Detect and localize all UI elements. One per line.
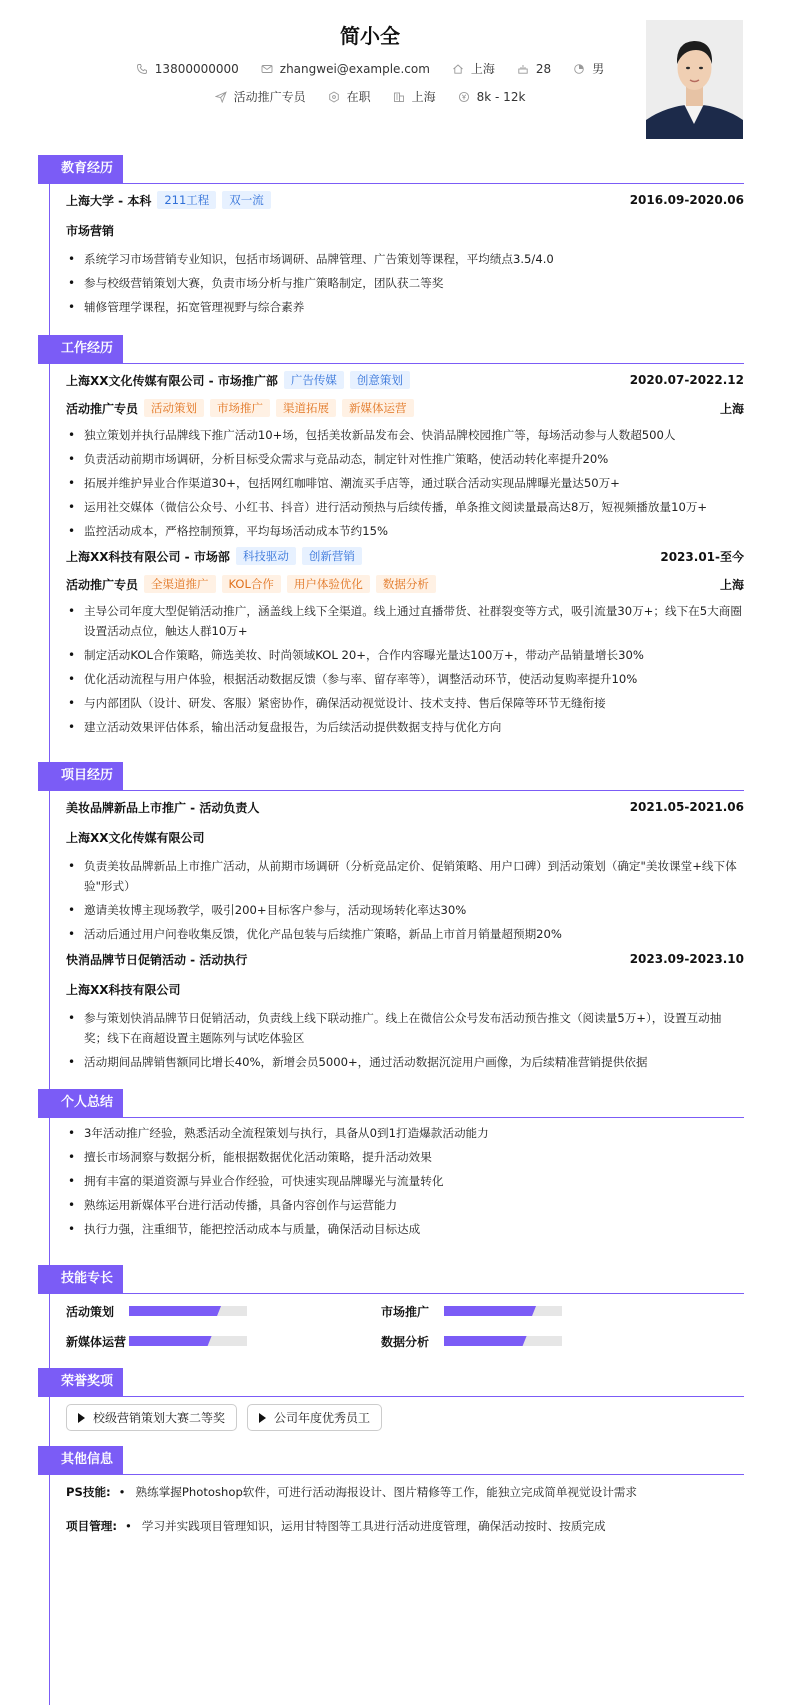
work-city-text: 上海 [411,90,436,104]
candidate-name: 简小全 [340,24,400,48]
company-tag: 广告传媒 [284,371,344,389]
project-bullets [66,1008,744,1072]
other-label: PS技能: [66,1485,111,1499]
job-intent-row [0,88,740,105]
other-header [38,1446,744,1476]
skills-section [38,1265,744,1351]
play-triangle-icon [78,1413,85,1423]
job-date: 2020.07-2022.12 [629,373,744,387]
company-tag: 科技驱动 [236,547,296,565]
list-item: • 负责活动前期市场调研，分析目标受众需求与竞品动态，制定针对性推广策略，使活动转化率提升20% [66,449,744,469]
list-item: • 拓展并维护异业合作渠道30+，包括网红咖啡馆、潮流买手店等，通过联合活动实现品牌曝光量达50万+ [66,473,744,493]
salary-text: 8k - 12k [476,89,526,104]
gender-item [573,60,604,77]
projects-header [38,762,744,792]
project-org: 上海XX文化传媒有限公司 [66,830,205,845]
skill-label: 新媒体运营 [66,1334,127,1349]
list-item: • 活动期间品牌销售额同比增长40%，新增会员5000+，通过活动数据沉淀用户画像，为后续精准营销提供依据 [66,1052,744,1072]
skills-grid [66,1295,744,1351]
section-divider [38,790,744,791]
cake-icon [517,63,529,75]
skill-label: 市场推广 [381,1304,430,1319]
section-divider [38,1293,744,1294]
skill-item [66,1301,381,1321]
list-item: • 优化活动流程与用户体验，根据活动数据反馈（参与率、留存率等），调整活动环节，使活动复购率提升10% [66,669,744,689]
project-row [66,796,744,818]
skill-label: 数据分析 [381,1334,430,1349]
list-item: • 参与策划快消品牌节日促销活动，负责线上线下联动推广。线上在微信公众号发布活动预告推文（阅读量5万+），设置互动抽奖；线下在商超设置主题陈列与试吃体验区 [66,1008,744,1048]
list-item: • 参与校级营销策划大赛，负责市场分析与推广策略制定，团队获二等奖 [66,273,744,293]
list-item: • 主导公司年度大型促销活动推广，涵盖线上线下全渠道。线上通过直播带货、社群裂变等方式，吸引流量30万+；线下在5大商圈设置活动点位，触达人群10万+ [66,601,744,641]
list-item: • 邀请美妆博主现场教学，吸引200+目标客户参与，活动现场转化率达30% [66,900,744,920]
section-divider [38,363,744,364]
role-tag: 用户体验优化 [287,575,370,593]
list-item: • 擅长市场洞察与数据分析，能根据数据优化活动策略，提升活动效果 [66,1147,744,1167]
school-name: 上海大学 - 本科 [66,193,152,208]
school-tag: 211工程 [157,191,216,209]
work-header [38,335,744,365]
status-item [328,88,371,105]
job-role-row [66,397,744,419]
other-section [38,1446,744,1536]
summary-header [38,1089,744,1119]
school-tag: 双一流 [222,191,271,209]
project-date: 2021.05-2021.06 [629,800,744,814]
other-item [66,1516,744,1536]
education-section [38,155,744,321]
major-name: 市场营销 [66,223,115,238]
bullet-dot: • [125,1519,132,1533]
list-item: • 制定活动KOL合作策略，筛选美妆、时尚领域KOL 20+，合作内容曝光量达100万+，带动产品销量增长30% [66,645,744,665]
job-role-row [66,573,744,595]
section-divider [38,1396,744,1397]
send-icon [215,91,227,103]
summary-bullets [66,1123,744,1239]
role-tag: 市场推广 [210,399,270,417]
email-text: zhangwei@example.com [279,61,430,76]
skill-fill [129,1336,212,1346]
phone-item [136,60,239,77]
list-item: • 3年活动推广经验，熟悉活动全流程策划与执行，具备从0到1打造爆款活动能力 [66,1123,744,1143]
city-item [452,60,495,77]
other-item [66,1482,744,1502]
role-tag: 新媒体运营 [342,399,414,417]
skills-header [38,1265,744,1295]
role-tag: 渠道拓展 [276,399,336,417]
education-header [38,155,744,185]
job-date: 2023.01-至今 [660,549,744,564]
profile-photo [646,20,743,139]
skill-item [381,1331,696,1351]
role-tag: KOL合作 [222,575,281,593]
education-bullets [66,249,744,317]
list-item: • 活动后通过用户问卷收集反馈，优化产品包装与后续推广策略，新品上市首月销量超预期20% [66,924,744,944]
company-name: 上海XX科技有限公司 - 市场部 [66,549,230,564]
skill-bar [129,1336,247,1346]
project-date: 2023.09-2023.10 [629,952,744,966]
skill-fill [129,1306,221,1316]
job-location: 上海 [719,401,744,416]
list-item: • 辅修管理学课程，拓宽管理视野与综合素养 [66,297,744,317]
phone-icon [136,63,148,75]
status-icon [328,91,340,103]
honors-section [38,1368,744,1431]
company-tag: 创新营销 [302,547,362,565]
role-tag: 活动策划 [144,399,204,417]
position-item [215,88,306,105]
bullet-dot: • [118,1485,126,1499]
honor-text: 公司年度优秀员工 [274,1411,371,1425]
section-divider [38,183,744,184]
education-date: 2016.09-2020.06 [629,193,744,207]
status-text: 在职 [346,90,371,104]
list-item: • 与内部团队（设计、研发、客服）紧密协作，确保活动视觉设计、技术支持、售后保障等环节无缝衔接 [66,693,744,713]
project-org: 上海XX科技有限公司 [66,982,181,997]
job-bullets [66,425,744,541]
role-tag: 全渠道推广 [144,575,216,593]
email-item [261,60,430,77]
skills-title: 技能专长 [38,1265,123,1293]
list-item: • 负责美妆品牌新品上市推广活动，从前期市场调研（分析竞品定价、促销策略、用户口碑）到活动策划（确定"美妆课堂+线下体验"形式） [66,856,744,896]
project-row [66,948,744,970]
list-item: • 拥有丰富的渠道资源与异业合作经验，可快速实现品牌曝光与流量转化 [66,1171,744,1191]
contact-row [0,60,740,77]
project-org-row [66,978,744,1000]
mail-icon [261,63,273,75]
list-item: • 熟练运用新媒体平台进行活动传播，具备内容创作与运营能力 [66,1195,744,1215]
list-item: • 独立策划并执行品牌线下推广活动10+场，包括美妆新品发布会、快消品牌校园推广等，每场活动参与人数超500人 [66,425,744,445]
skill-fill [444,1306,536,1316]
skill-bar [129,1306,247,1316]
honors-header [38,1368,744,1398]
position-text: 活动推广专员 [233,90,306,104]
honor-item [247,1404,382,1431]
section-divider [38,1474,744,1475]
phone-text: 13800000000 [154,61,239,76]
age-text: 28 [535,61,552,76]
portrait-image [646,20,743,139]
gender-text: 男 [592,62,605,76]
company-tag: 创意策划 [350,371,410,389]
list-item: • 系统学习市场营销专业知识，包括市场调研、品牌管理、广告策划等课程，平均绩点3.5/4.0 [66,249,744,269]
list-item: • 监控活动成本，严格控制预算，平均每场活动成本节约15% [66,521,744,541]
home-icon [452,63,464,75]
salary-item [458,88,526,105]
gender-icon [573,63,585,75]
skill-bar [444,1336,562,1346]
age-item [517,60,551,77]
job-company-row [66,545,744,567]
honor-text: 校级营销策划大赛二等奖 [93,1411,226,1425]
list-item: • 执行力强，注重细节，能把控活动成本与质量，确保活动目标达成 [66,1219,744,1239]
projects-section [38,762,744,1076]
project-org-row [66,826,744,848]
skill-item [66,1331,381,1351]
education-major-row [66,219,744,241]
summary-section [38,1089,744,1243]
building-icon [393,91,405,103]
other-text: 熟练掌握Photoshop软件，可进行活动海报设计、图片精修等工作，能独立完成简单视觉设计需求 [135,1485,637,1499]
honors-list [66,1398,744,1431]
project-name: 快消品牌节日促销活动 - 活动执行 [66,952,248,967]
skill-label: 活动策划 [66,1304,115,1319]
play-triangle-icon [259,1413,266,1423]
money-icon [458,91,470,103]
role-tag: 数据分析 [376,575,436,593]
project-name: 美妆品牌新品上市推广 - 活动负责人 [66,800,260,815]
honor-item [66,1404,237,1431]
job-location: 上海 [719,577,744,592]
honors-title: 荣誉奖项 [38,1368,123,1396]
project-bullets [66,856,744,944]
other-title: 其他信息 [38,1446,123,1474]
list-item: • 运用社交媒体（微信公众号、小红书、抖音）进行活动预热与后续传播，单条推文阅读量最高达8万，短视频播放量10万+ [66,497,744,517]
job-bullets [66,601,744,737]
education-school-row [66,189,744,211]
section-divider [38,1117,744,1118]
other-label: 项目管理: [66,1519,118,1533]
skill-bar [444,1306,562,1316]
projects-title: 项目经历 [38,762,123,790]
list-item: • 建立活动效果评估体系，输出活动复盘报告，为后续活动提供数据支持与优化方向 [66,717,744,737]
job-role: 活动推广专员 [66,577,139,592]
work-city-item [393,88,436,105]
work-section [38,335,744,741]
skill-item [381,1301,696,1321]
company-name: 上海XX文化传媒有限公司 - 市场推广部 [66,373,278,388]
skill-fill [444,1336,527,1346]
education-title: 教育经历 [38,155,123,183]
job-role: 活动推广专员 [66,401,139,416]
job-company-row [66,369,744,391]
work-title: 工作经历 [38,335,123,363]
summary-title: 个人总结 [38,1089,123,1117]
city-text: 上海 [470,62,495,76]
other-text: 学习并实践项目管理知识，运用甘特图等工具进行活动进度管理，确保活动按时、按质完成 [141,1519,606,1533]
